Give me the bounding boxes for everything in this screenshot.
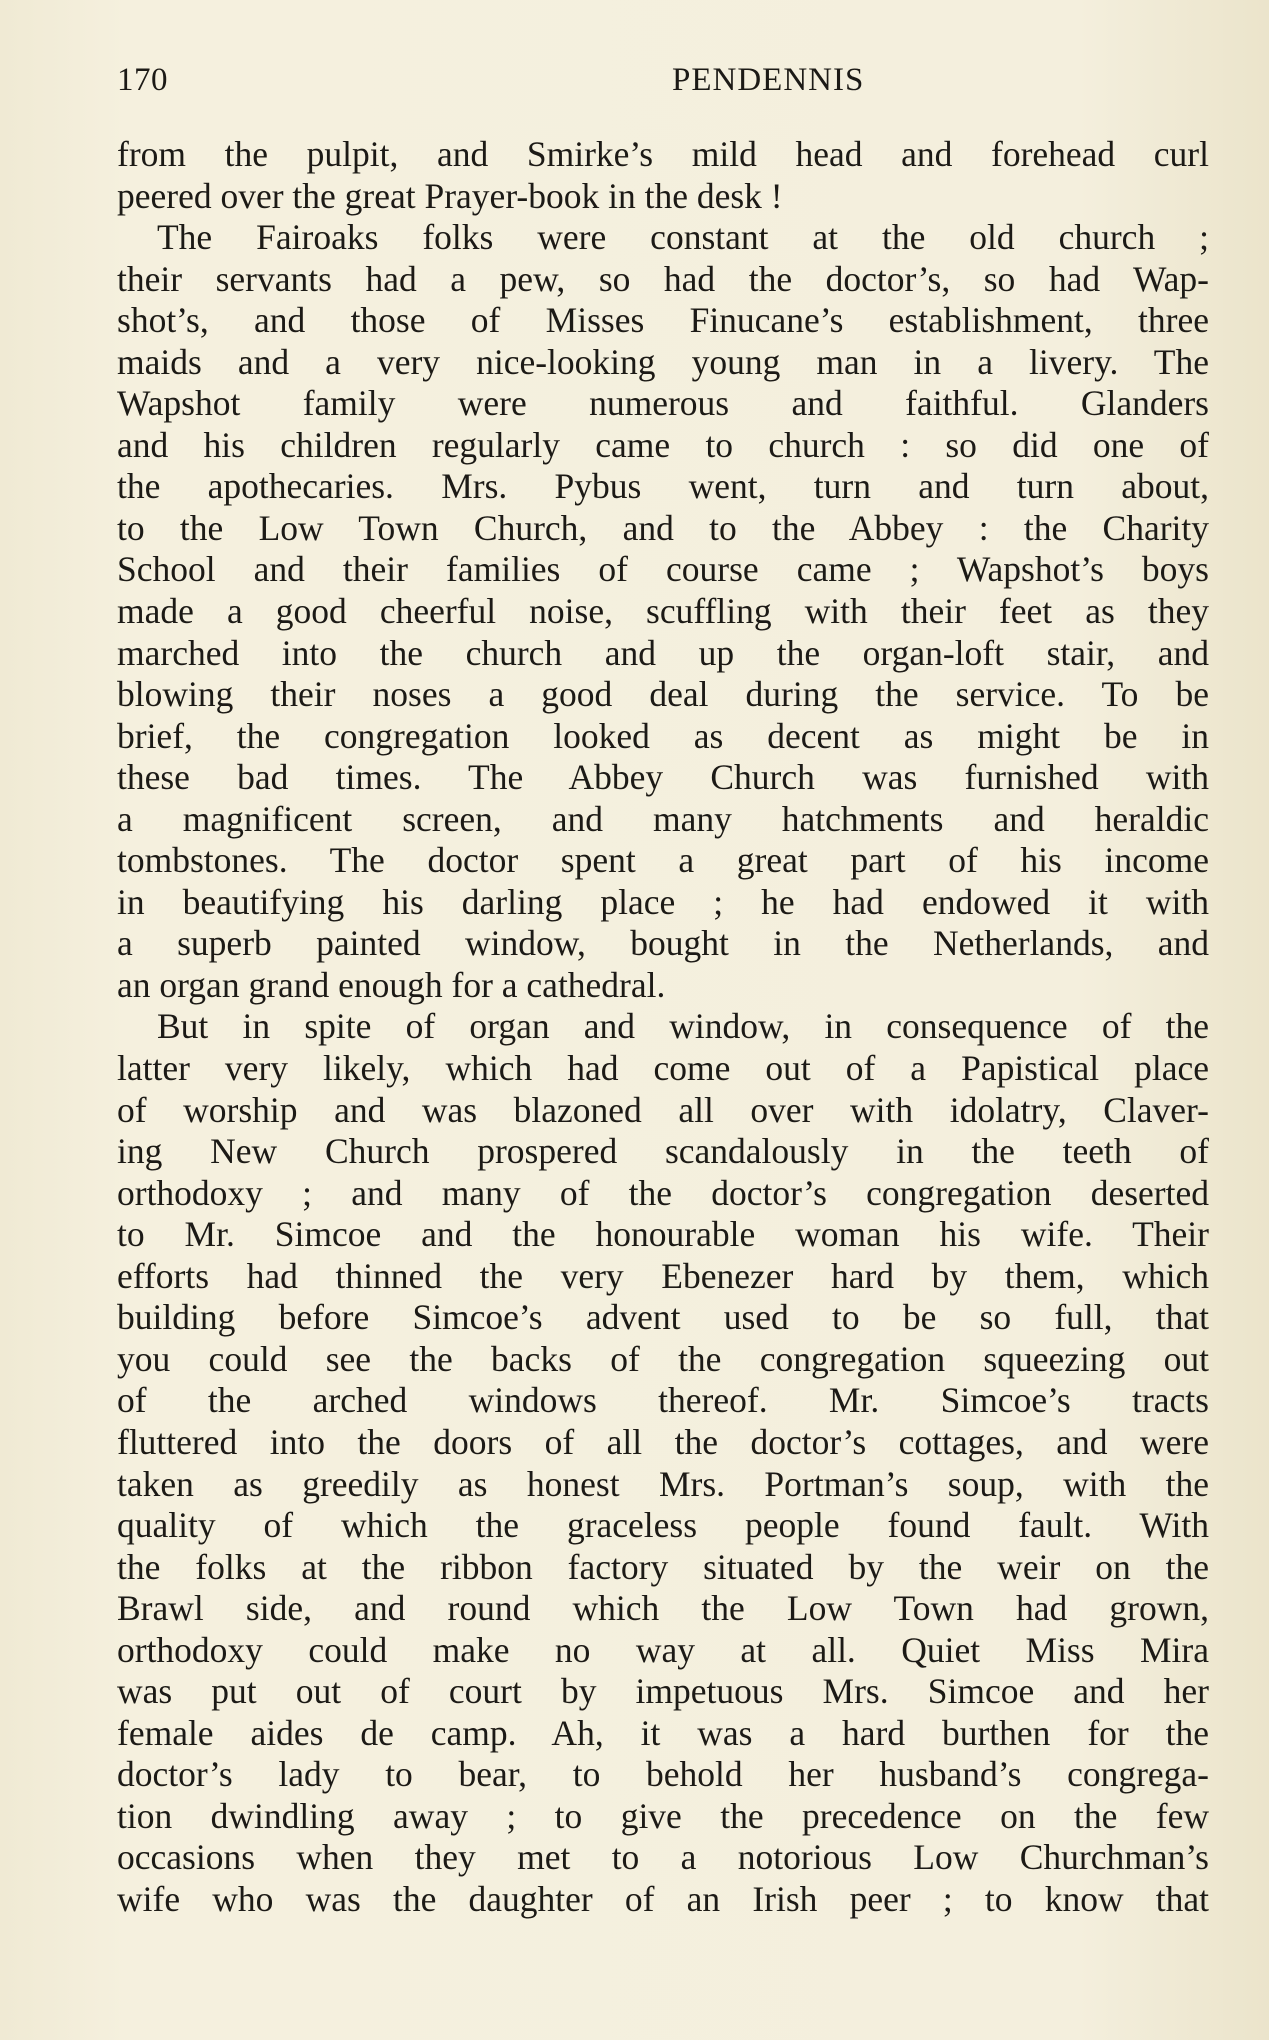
text-line: tombstones. The doctor spent a great part of his income xyxy=(117,840,1209,881)
text-line: an organ grand enough for a cathedral. xyxy=(117,964,666,1005)
text-line: orthodoxy could make no way at all. Quiet Miss Mira xyxy=(117,1629,1209,1670)
page-header xyxy=(117,62,1209,106)
text-line: blowing their noses a good deal during the service. To be xyxy=(117,674,1209,715)
text-line: and his children regularly came to church : so did one of xyxy=(117,424,1209,465)
text-line: School and their families of course came ; Wapshot’s boys xyxy=(117,549,1209,590)
text-line: of worship and was blazoned all over with idolatry, Claver- xyxy=(117,1089,1209,1130)
text-line: the folks at the ribbon factory situated by the weir on the xyxy=(117,1546,1209,1587)
text-line: orthodoxy ; and many of the doctor’s congregation deserted xyxy=(117,1172,1209,1213)
text-line: peered over the great Prayer-book in the desk ! xyxy=(117,175,783,216)
text-line: a magnificent screen, and many hatchments and heraldic xyxy=(117,798,1209,839)
text-line: Wapshot family were numerous and faithful. Glanders xyxy=(117,383,1209,424)
text-line: efforts had thinned the very Ebenezer hard by them, which xyxy=(117,1255,1209,1296)
text-line: Brawl side, and round which the Low Town had grown, xyxy=(117,1588,1209,1629)
text-line: their servants had a pew, so had the doctor’s, so had Wap- xyxy=(117,258,1209,299)
running-title: PENDENNIS xyxy=(672,62,865,98)
text-line: doctor’s lady to bear, to behold her husband’s congrega- xyxy=(117,1754,1209,1795)
text-line: latter very likely, which had come out of a Papistical place xyxy=(117,1048,1209,1089)
text-line: fluttered into the doors of all the doctor’s cottages, and were xyxy=(117,1421,1209,1462)
text-line: brief, the congregation looked as decent as might be in xyxy=(117,715,1209,756)
text-line: to the Low Town Church, and to the Abbey : the Charity xyxy=(117,507,1209,548)
text-line: But in spite of organ and window, in consequence of the xyxy=(157,1006,1209,1047)
text-line: from the pulpit, and Smirke’s mild head and forehead curl xyxy=(117,134,1209,174)
text-line: marched into the church and up the organ-loft stair, and xyxy=(117,632,1209,673)
text-line: taken as greedily as honest Mrs. Portman’s soup, with the xyxy=(117,1463,1209,1504)
text-line: The Fairoaks folks were constant at the old church ; xyxy=(157,217,1209,258)
text-line: to Mr. Simcoe and the honourable woman his wife. Their xyxy=(117,1214,1209,1255)
text-line: a superb painted window, bought in the Netherlands, and xyxy=(117,923,1209,964)
text-line: building before Simcoe’s advent used to be so full, that xyxy=(117,1297,1209,1338)
body-text xyxy=(117,134,1209,1921)
text-line: wife who was the daughter of an Irish peer ; to know that xyxy=(117,1878,1209,1919)
text-line: of the arched windows thereof. Mr. Simcoe’s tracts xyxy=(117,1380,1209,1421)
text-line: was put out of court by impetuous Mrs. Simcoe and her xyxy=(117,1671,1209,1712)
text-line: quality of which the graceless people found fault. With xyxy=(117,1505,1209,1546)
text-line: the apothecaries. Mrs. Pybus went, turn and turn about, xyxy=(117,466,1209,507)
text-line: you could see the backs of the congregation squeezing out xyxy=(117,1338,1209,1379)
text-line: these bad times. The Abbey Church was furnished with xyxy=(117,757,1209,798)
text-line: female aides de camp. Ah, it was a hard burthen for the xyxy=(117,1712,1209,1753)
text-line: in beautifying his darling place ; he had endowed it with xyxy=(117,881,1209,922)
text-line: shot’s, and those of Misses Finucane’s establishment, three xyxy=(117,300,1209,341)
text-line: occasions when they met to a notorious Low Churchman’s xyxy=(117,1837,1209,1878)
text-line: tion dwindling away ; to give the precedence on the few xyxy=(117,1795,1209,1836)
text-line: maids and a very nice-looking young man in a livery. The xyxy=(117,341,1209,382)
page-number: 170 xyxy=(117,62,168,98)
text-line: made a good cheerful noise, scuffling with their feet as they xyxy=(117,591,1209,632)
text-line: ing New Church prospered scandalously in the teeth of xyxy=(117,1131,1209,1172)
